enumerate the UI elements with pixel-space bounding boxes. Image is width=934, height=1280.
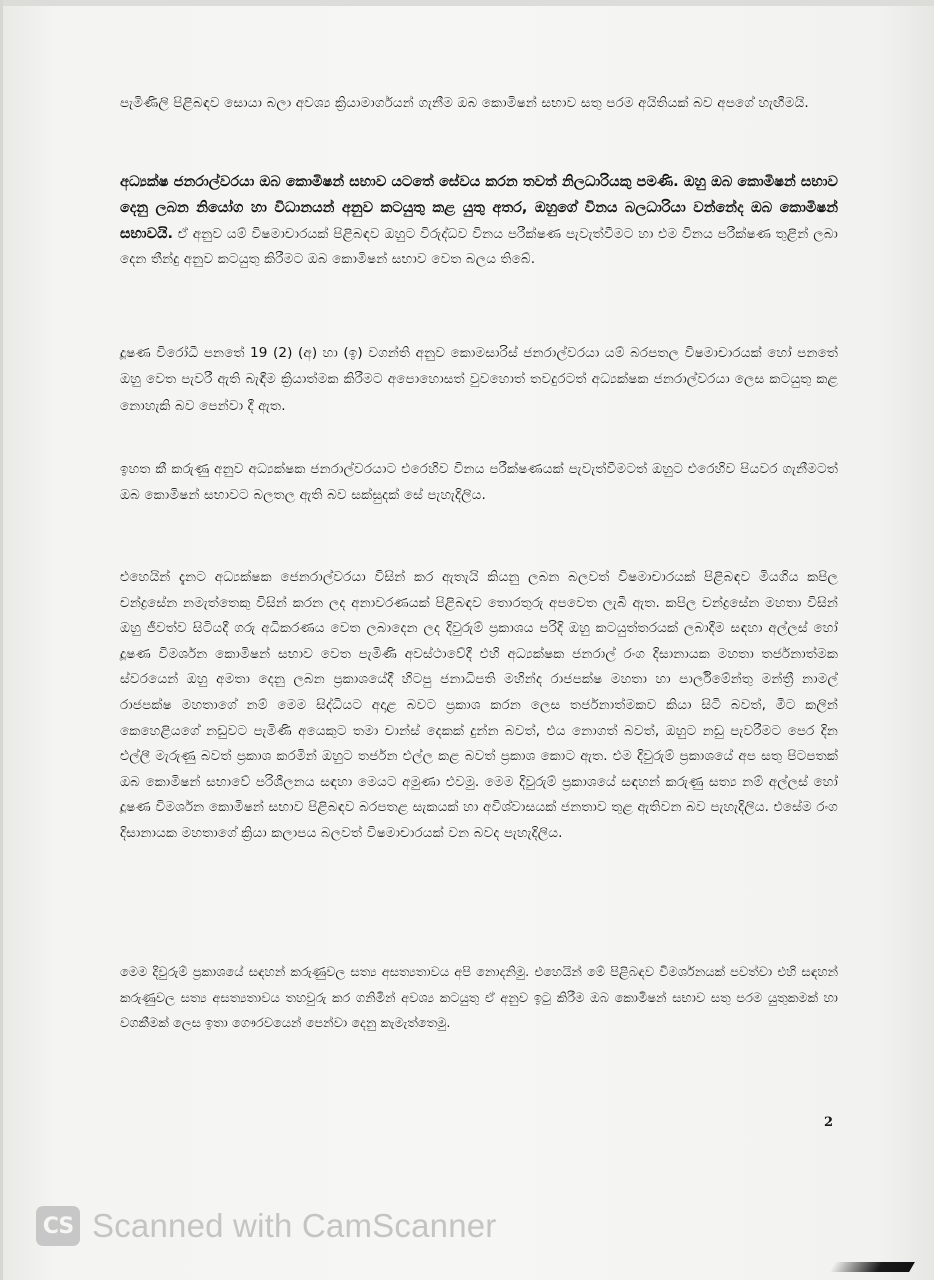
scan-corner-mark [829,1262,915,1272]
scan-edge-left [0,0,3,1280]
paragraph-3: දූෂණ විරෝධී පනතේ 19 (2) (අ) හා (ඉ) වගන්ති අනුව කොමසාරිස් ජනරාල්වරයා යම් බරපතල විෂමාචාරයක් හෝ පනතේ ඔහු වෙත පැවරී ඇති බැඳීම ක්‍රියාත්මක කිරීමට අපොහොසත් වුවහොත් තවදුරටත් අධ්‍යක්ෂක ජනරාල්වරයා ලෙස කටයුතු කළ නොහැකි බව පෙන්වා දී ඇත. [120,345,838,414]
scan-edge-top [0,0,934,6]
paragraph-4: ඉහත කී කරුණු අනුව අධ්‍යක්ෂක ජනරාල්වරයාට එරෙහිව විනය පරීක්ෂණයක් පැවැත්වීමටත් ඔහුට එරෙහිව පියවර ගැනීමටත් ඔබ කොමිෂන් සභාවට බලතල ඇති බව සක්සුදක් සේ පැහැදිලිය. [120,461,838,504]
paragraph-2-text: ඒ අනුව යම් විෂමාචාරයක් පිළිබඳව ඔහුට විරුද්ධව විනය පරීක්ෂණ පැවැත්වීමට හා එම විනය පරීක්ෂණ තුළින් ලබා දෙන තීන්දු අනුව කටයුතු කිරීමට ඔබ කොමිෂන් සභාව වෙත බලය තිබේ. [120,225,838,268]
camscanner-logo-icon: CS [36,1206,80,1246]
paragraph-2 [120,170,838,273]
paragraph-5: එහෙයින් දැනට අධ්‍යක්ෂක ජෙනරාල්වරයා විසින් කර ඇතැයි කියනු ලබන බලවත් විෂමාචාරයක් පිළිබඳව මියගිය කපිල චන්ද්‍රසේන නමැත්තෙකු විසින් කරන ලද අනාවරණයක් පිළිබඳව තොරතුරු අපවෙත ලැබී ඇත. කපිල චන්ද්‍රසේන මහතා විසින් ඔහු ජීවත්ව සිටියදී ගරු අධිකරණය වෙත ලබාදෙන ලද දිවුරුම් ප්‍රකාශය පරිදි ඔහු කටයුත්තරයක් ලබාදීම සඳහා අල්ලස් හෝ දූෂණ විමර්ශන කොමිෂන් සභාව වෙත පැමිණි අවස්ථාවේදී එහි අධ්‍යක්ෂක ජනරාල් රංග දිසානායක මහතා තර්ජනාත්මක ස්වරයෙන් ඔහු අමතා දෙනු ලබන ප්‍රකාශයේදී හිටපු ජනාධිපති මහින්ද රාජපක්ෂ මහතා හා පාර්ලිමේන්තු මන්ත්‍රී නාමල් රාජපක්ෂ මහතාගේ නම් මෙම සිද්ධියට අදාළ බවට ප්‍රකාශ කරන ලෙස තර්ජනාත්මකව කියා සිටි බවත්, මීට කලින් කෙහෙළියගේ නඩුවට පැමිණි අයෙකුට තමා චාන්ස් දෙකක් දුන්න බවත්, එය නොගත් බවත්, ඔහුට නඩු පැවරීමට පෙර දින එල්ලී මැරුණු බවත් ප්‍රකාශ කරමින් ඔහුට තර්ජන එල්ල කළ බවත් ප්‍රකාශ කොට ඇත. එම දිවුරුම් ප්‍රකාශයේ අප සතු පිටපතක් ඔබ කොමිෂන් සභාවේ පරිශීලනය සඳහා මෙයට අමුණා එවමු. මෙම දිවුරුම් ප්‍රකාශයේ සඳහන් කරුණු සත්‍ය නම් අල්ලස් හෝ දූෂණ විමර්ශන කොමිෂන් සභාව පිළිබඳව බරපතළ සැකයක් හා අවිශ්වාසයක් ජනතාව තුළ ඇතිවන බව පැහැදිලිය. එසේම රංග දිසානායක මහතාගේ ක්‍රියා කලාපය බලවත් විෂමාචාරයක් වන බවද පැහැදිලිය. [120,569,838,841]
watermark-text: Scanned with CamScanner [92,1207,497,1244]
paragraph-1: පැමිණිලි පිළිබඳව සොයා බලා අවශ්‍ය ක්‍රියාමාර්ගයන් ගැනීම ඔබ කොමිෂන් සභාව සතු පරම අයිතියක් බව අපගේ හැඟීමයි. [120,95,809,111]
paragraph-2-bold: අධ්‍යක්ෂ ජනරාල්වරයා ඔබ කොමිෂන් සභාව යටතේ සේවය කරන තවත් නිලධාරියකු පමණි. ඔහු ඔබ කොමිෂන් සභාව දෙනු ලබන නියෝග හා විධානයන් අනුව කටයුතු කළ යුතු අතර, ඔහුගේ විනය බලධාරියා වන්නේද ඔබ කොමිෂන් සභාවයි. [120,174,838,242]
camscanner-watermark [36,1203,496,1249]
paragraph-6: මෙම දිවුරුම් ප්‍රකාශයේ සඳහන් කරුණුවල සත්‍ය අසත්‍යතාවය අපි නොදනිමු. එහෙයින් මේ පිළිබඳව විමර්ශනයක් පවත්වා එහි සඳහන් කරුණුවල සත්‍ය අසත්‍යතාවය තහවුරු කර ගනිමින් අවශ්‍ය කටයුතු ඒ අනුව ඉටු කිරීම ඔබ කොමිෂන් සභාව සතු පරම යුතුකමක් හා වගකීමක් ලෙස ඉතා ගෞරවයෙන් පෙන්වා දෙනු කැමැත්තෙමු. [120,965,838,1032]
page-number: 2 [824,1115,834,1130]
